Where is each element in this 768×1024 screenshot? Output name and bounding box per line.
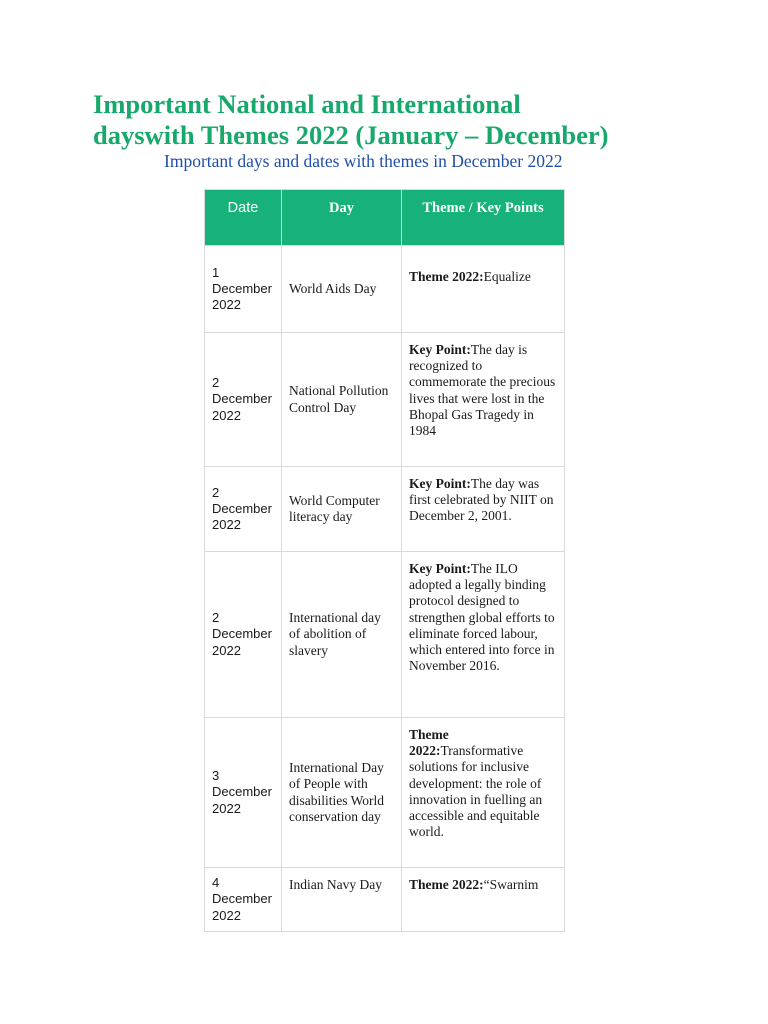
- date-month: December: [212, 891, 272, 907]
- date-cell: [205, 467, 282, 552]
- header-day: Day: [282, 190, 402, 246]
- date-year: 2022: [212, 407, 241, 423]
- page-title-line-1: Important National and International: [93, 89, 521, 119]
- date-month: December: [212, 626, 272, 642]
- table-header-row: [205, 190, 565, 246]
- theme-label: Theme 2022:: [409, 877, 484, 892]
- date-month: December: [212, 500, 272, 516]
- day-cell: International Day of People with disabilities World conservation day: [282, 718, 402, 868]
- table-row: [205, 333, 565, 467]
- theme-label: Theme 2022:: [409, 727, 449, 759]
- date-cell: [205, 333, 282, 467]
- day-cell: International day of abolition of slavery: [282, 552, 402, 718]
- date-month: December: [212, 280, 272, 296]
- table-row: [205, 718, 565, 868]
- theme-label: Theme 2022:: [409, 269, 484, 284]
- theme-label: Key Point:: [409, 342, 471, 357]
- date-num: 4: [212, 875, 220, 891]
- theme-text: “Swarnim: [483, 877, 539, 892]
- page-title-line-2: dayswith Themes 2022 (January – December): [93, 120, 609, 150]
- theme-text: The day was first celebrated by NIIT on December 2, 2001.: [409, 476, 554, 524]
- theme-label: Key Point:: [409, 561, 471, 576]
- theme-cell: [402, 868, 565, 932]
- table-row: [205, 467, 565, 552]
- date-num: 2: [212, 610, 220, 626]
- theme-cell: [402, 467, 565, 552]
- day-cell: World Aids Day: [282, 246, 402, 333]
- header-theme: Theme / Key Points: [402, 190, 565, 246]
- date-year: 2022: [212, 642, 241, 658]
- theme-text: The ILO adopted a legally binding protocol designed to strengthen global efforts to eliminate forced labour, which entered into force in November 2016.: [409, 561, 555, 674]
- theme-cell: [402, 246, 565, 333]
- date-month: December: [212, 391, 272, 407]
- date-cell: [205, 868, 282, 932]
- date-num: 2: [212, 484, 220, 500]
- date-year: 2022: [212, 297, 241, 313]
- date-num: 1: [212, 264, 220, 280]
- theme-label: Key Point:: [409, 476, 471, 491]
- day-cell: National Pollution Control Day: [282, 333, 402, 467]
- theme-text: The day is recognized to commemorate the precious lives that were lost in the Bhopal Gas Tragedy in 1984: [409, 342, 556, 439]
- date-cell: [205, 718, 282, 868]
- theme-cell: [402, 333, 565, 467]
- date-cell: [205, 552, 282, 718]
- page-subtitle: Important days and dates with themes in December 2022: [164, 151, 563, 171]
- theme-cell: [402, 552, 565, 718]
- date-year: 2022: [212, 907, 241, 923]
- date-year: 2022: [212, 517, 241, 533]
- page-title: [93, 89, 713, 151]
- theme-cell: [402, 718, 565, 868]
- date-month: December: [212, 784, 272, 800]
- date-cell: [205, 246, 282, 333]
- table-row: [205, 552, 565, 718]
- header-date: Date: [205, 190, 282, 246]
- theme-text: Equalize: [483, 269, 531, 284]
- day-cell: World Computer literacy day: [282, 467, 402, 552]
- important-days-table: [204, 189, 565, 932]
- date-year: 2022: [212, 800, 241, 816]
- date-num: 2: [212, 375, 220, 391]
- table-row: [205, 246, 565, 333]
- table-row: [205, 868, 565, 932]
- theme-text: Transformative solutions for inclusive development: the role of innovation in fuelling an accessible and equitable world.: [409, 743, 543, 840]
- day-cell: Indian Navy Day: [282, 868, 402, 932]
- date-num: 3: [212, 768, 220, 784]
